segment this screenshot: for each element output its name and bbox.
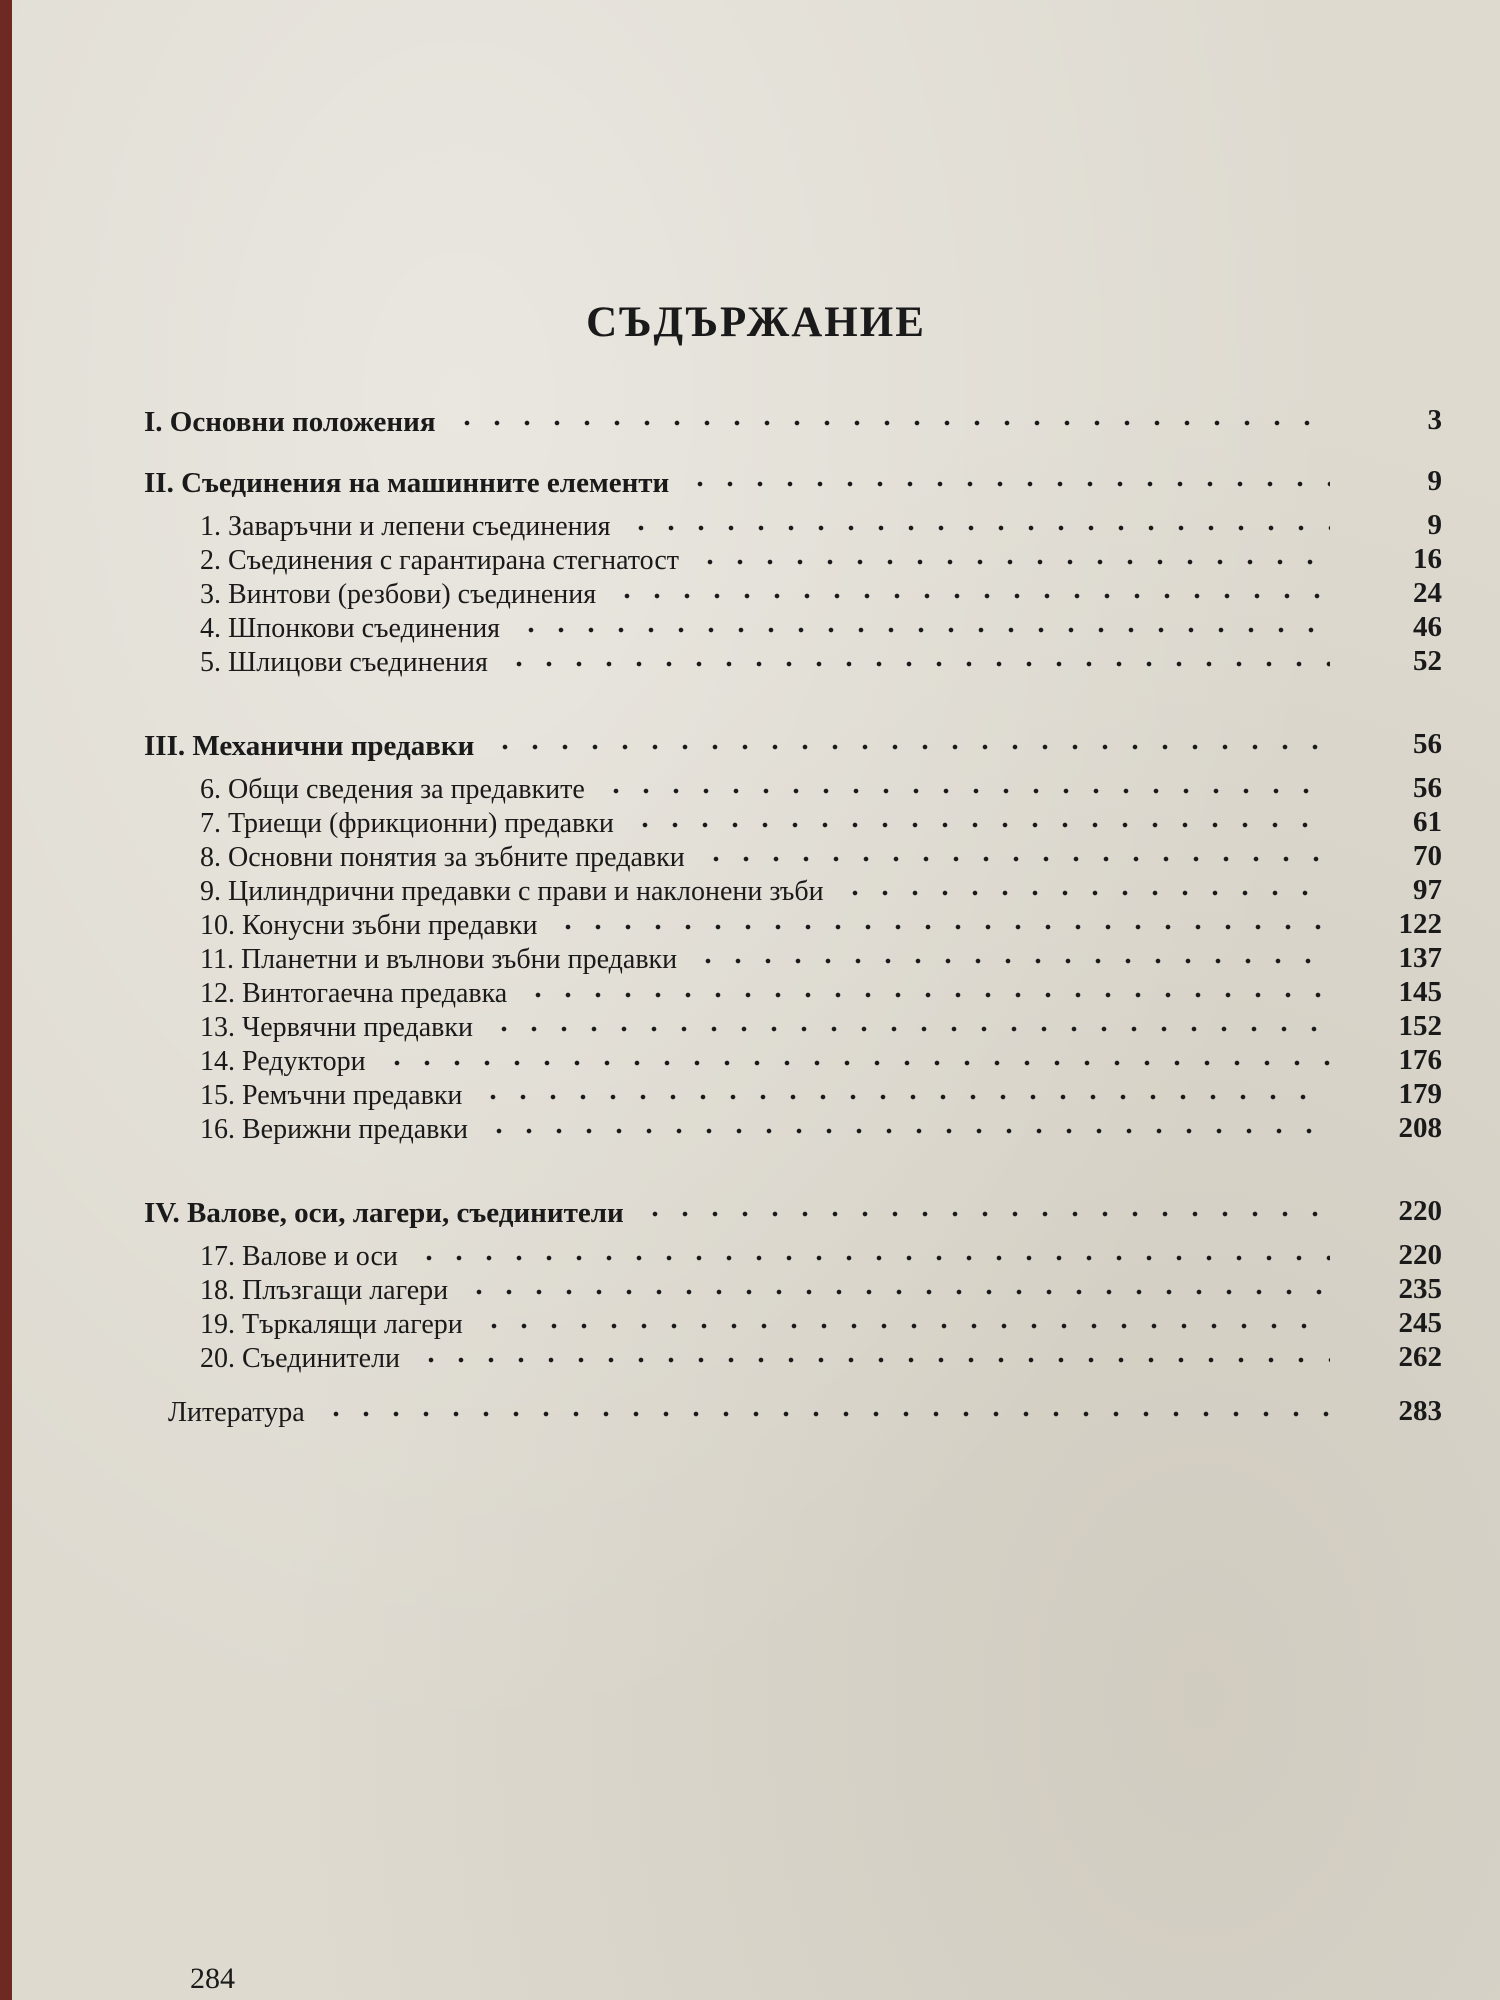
toc-entry-row [12, 1110, 1500, 1146]
toc-page-number: 283 [1398, 1395, 1442, 1427]
toc-entry-label: Литература [168, 1397, 305, 1428]
toc-entry-row [12, 770, 1500, 806]
toc-entry-label: 15. Ремъчни предавки [200, 1080, 463, 1111]
toc-page-number: 9 [1427, 509, 1442, 541]
toc-page-number: 220 [1398, 1239, 1442, 1271]
toc-entry-label: 20. Съединители [200, 1343, 401, 1374]
toc-page-number: 24 [1413, 577, 1442, 609]
toc-entry-label: 11. Планетни и вълнови зъбни предавки [200, 944, 678, 975]
dot-leader [504, 657, 1330, 671]
dot-leader [693, 954, 1330, 968]
dot-leader [840, 886, 1330, 900]
toc-page-number: 97 [1413, 874, 1442, 906]
toc-page-number: 145 [1398, 976, 1442, 1008]
dot-leader [553, 920, 1330, 934]
toc-entry-row [12, 1076, 1500, 1112]
toc-page-number: 152 [1398, 1010, 1442, 1042]
toc-section-row [12, 1193, 1500, 1229]
dot-leader [626, 521, 1330, 535]
toc-entry-label: 17. Валове и оси [200, 1241, 398, 1272]
toc-page-number: 122 [1398, 908, 1442, 940]
toc-entry-label: IV. Валове, оси, лагери, съединители [144, 1197, 624, 1229]
toc-page-number: 245 [1398, 1307, 1442, 1339]
toc-page-number: 16 [1413, 543, 1442, 575]
toc-entry-row [12, 643, 1500, 679]
toc-page-number: 179 [1398, 1078, 1442, 1110]
toc-page-number: 220 [1398, 1195, 1442, 1227]
dot-leader [516, 623, 1330, 637]
toc-entry-row [12, 507, 1500, 543]
toc-entry-row [12, 974, 1500, 1010]
dot-leader [452, 416, 1330, 430]
dot-leader [464, 1285, 1330, 1299]
dot-leader [484, 1124, 1330, 1138]
dot-leader [601, 784, 1330, 798]
toc-entry-label: 3. Винтови (резбови) съединения [200, 579, 597, 610]
toc-entry-label: 12. Винтогаечна предавка [200, 978, 508, 1009]
toc-entry-row [12, 609, 1500, 645]
toc-page-number: 262 [1398, 1341, 1442, 1373]
dot-leader [612, 589, 1330, 603]
toc-entry-row [12, 1305, 1500, 1341]
toc-page-number: 235 [1398, 1273, 1442, 1305]
dot-leader [416, 1353, 1330, 1367]
page-number: 284 [190, 1962, 235, 1995]
dot-leader [479, 1319, 1330, 1333]
toc-entry-label: 16. Верижни предавки [200, 1114, 468, 1145]
toc-entry-label: 10. Конусни зъбни предавки [200, 910, 538, 941]
toc-section-row [12, 463, 1500, 499]
toc-entry-label: 6. Общи сведения за предавките [200, 774, 585, 805]
toc-page-number: 46 [1413, 611, 1442, 643]
toc-page-number: 56 [1413, 772, 1442, 804]
toc-entry-label: 8. Основни понятия за зъбните предавки [200, 842, 685, 873]
toc-entry-label: I. Основни положения [144, 406, 436, 438]
toc-entry-label: 4. Шпонкови съединения [200, 613, 501, 644]
toc-entry-row [12, 906, 1500, 942]
toc-entry-label: 7. Триещи (фрикционни) предавки [200, 808, 614, 839]
toc-entry-label: 18. Плъзгащи лагери [200, 1275, 449, 1306]
toc-entry-label: 19. Търкалящи лагери [200, 1309, 463, 1340]
dot-leader [630, 818, 1330, 832]
toc-entry-row [12, 1393, 1500, 1429]
toc-page-number: 176 [1398, 1044, 1442, 1076]
toc-page-number: 61 [1413, 806, 1442, 838]
toc-entry-row [12, 1008, 1500, 1044]
toc-section-row [12, 726, 1500, 762]
toc-entry-row [12, 541, 1500, 577]
toc-page-number: 3 [1427, 404, 1442, 436]
toc-entry-label: 1. Заваръчни и лепени съединения [200, 511, 611, 542]
toc-page-number: 9 [1427, 465, 1442, 497]
toc-page-number: 137 [1398, 942, 1442, 974]
dot-leader [640, 1207, 1330, 1221]
toc-entry-label: 2. Съединения с гарантирана стегнатост [200, 545, 680, 576]
dot-leader [490, 740, 1330, 754]
toc-page-number: 70 [1413, 840, 1442, 872]
dot-leader [523, 988, 1330, 1002]
book-page [12, 0, 1500, 2000]
toc-entry-label: 5. Шлицови съединения [200, 647, 488, 678]
dot-leader [478, 1090, 1330, 1104]
toc-entry-label: 13. Червячни предавки [200, 1012, 473, 1043]
toc-entry-row [12, 804, 1500, 840]
dot-leader [695, 555, 1330, 569]
toc-entry-row [12, 575, 1500, 611]
dot-leader [414, 1251, 1330, 1265]
dot-leader [382, 1056, 1330, 1070]
toc-entry-row [12, 1237, 1500, 1273]
toc-page-number: 52 [1413, 645, 1442, 677]
toc-entry-row [12, 1042, 1500, 1078]
dot-leader [321, 1407, 1330, 1421]
dot-leader [489, 1022, 1330, 1036]
dot-leader [685, 477, 1330, 491]
toc-page-number: 208 [1398, 1112, 1442, 1144]
toc-entry-row [12, 940, 1500, 976]
toc-section-row [12, 402, 1500, 438]
toc-entry-row [12, 838, 1500, 874]
dot-leader [701, 852, 1330, 866]
page-title: СЪДЪРЖАНИЕ [586, 299, 926, 346]
toc-entry-row [12, 1339, 1500, 1375]
toc-entry-row [12, 872, 1500, 908]
toc-entry-label: 14. Редуктори [200, 1046, 366, 1077]
toc-entry-row [12, 1271, 1500, 1307]
toc-entry-label: III. Механични предавки [144, 730, 475, 762]
toc-entry-label: 9. Цилиндрични предавки с прави и наклонени зъби [200, 876, 824, 907]
toc-entry-label: II. Съединения на машинните елементи [144, 467, 670, 499]
toc-page-number: 56 [1413, 728, 1442, 760]
